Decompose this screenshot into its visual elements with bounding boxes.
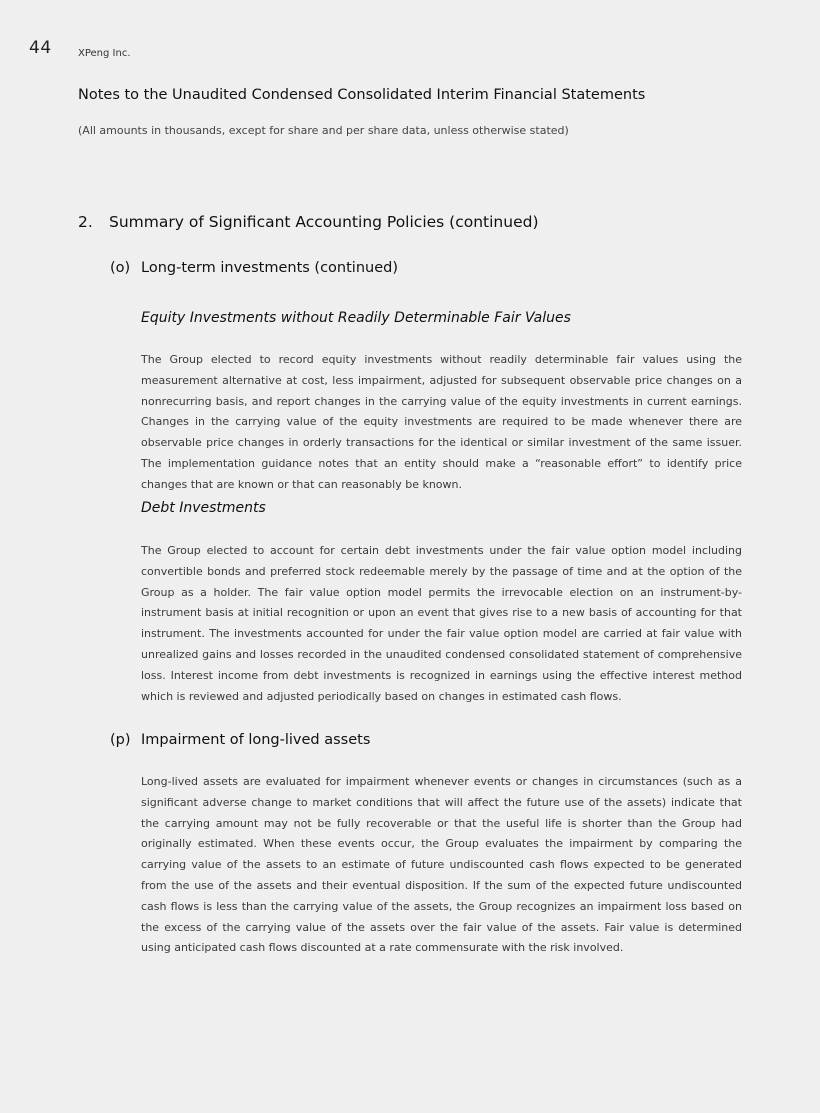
impairment-paragraph: Long-lived assets are evaluated for impairment whenever events or changes in circumstances (such as a significant adverse change to market conditions that will affect the future use of the assets) indicate that the carrying amount may not be fully recoverable or that the useful life is shorter than the Group had originally estimated. When these events occur, the Group evaluates the impairment by comparing the carrying value of the assets to an estimate of future undiscounted cash flows expected to be generated from the use of the assets and their eventual disposition. If the sum of the expected future undiscounted cash flows is less than the carrying value of the assets, the Group recognizes an impairment loss based on the excess of the carrying value of the assets over the fair value of the assets. Fair value is determined using anticipated cash flows discounted at a rate commensurate with the risk involved. xyxy=(141,775,742,955)
section-title: Summary of Significant Accounting Policies (continued) xyxy=(109,213,539,231)
section-number: 2. xyxy=(78,213,93,231)
company-name: XPeng Inc. xyxy=(78,48,131,59)
section-heading xyxy=(78,213,539,231)
subsection-o-letter: (o) xyxy=(110,260,131,276)
equity-investments-heading: Equity Investments without Readily Determinable Fair Values xyxy=(141,310,571,326)
equity-investments-paragraph: The Group elected to record equity investments without readily determinable fair values using the measurement alternative at cost, less impairment, adjusted for subsequent observable price changes on a nonrecurring basis, and report changes in the carrying value of the equity investments in current earnings. Changes in the carrying value of the equity investments are required to be made whenever there are observable price changes in orderly transactions for the identical or similar investment of the same issuer. The implementation guidance notes that an entity should make a “reasonable effort” to identify price changes that are known or that can reasonably be known. xyxy=(141,353,742,491)
amounts-note: (All amounts in thousands, except for share and per share data, unless otherwise stated) xyxy=(78,124,569,137)
notes-title: Notes to the Unaudited Condensed Consolidated Interim Financial Statements xyxy=(78,87,646,103)
subsection-o-title: Long-term investments (continued) xyxy=(141,260,398,276)
subsection-o-heading xyxy=(110,260,398,276)
page-number: 44 xyxy=(29,38,52,58)
subsection-p-heading xyxy=(110,732,370,748)
subsection-p-letter: (p) xyxy=(110,732,131,748)
debt-investments-paragraph: The Group elected to account for certain debt investments under the fair value option model including convertible bonds and preferred stock redeemable merely by the passage of time and at the option of the Group as a holder. The fair value option model permits the irrevocable election on an instrument-by-instrument basis at initial recognition or upon an event that gives rise to a new basis of accounting for that instrument. The investments accounted for under the fair value option model are carried at fair value with unrealized gains and losses recorded in the unaudited condensed consolidated statement of comprehensive loss. Interest income from debt investments is recognized in earnings using the effective interest method which is reviewed and adjusted periodically based on changes in estimated cash flows. xyxy=(141,544,742,703)
subsection-p-title: Impairment of long-lived assets xyxy=(141,732,371,748)
debt-investments-heading: Debt Investments xyxy=(141,500,266,516)
